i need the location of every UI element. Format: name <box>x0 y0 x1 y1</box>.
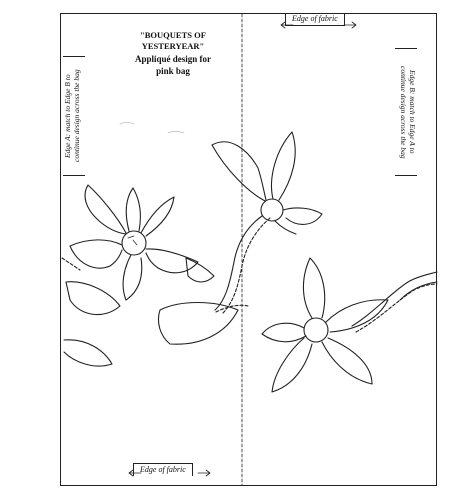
left-flower <box>70 185 198 300</box>
arrow-left-icon <box>281 22 293 28</box>
arrow-right-icon <box>344 22 356 28</box>
leaf <box>64 340 112 366</box>
leaf <box>66 282 120 315</box>
subtitle-line-1: Appliqué design for <box>134 54 212 64</box>
edge-a-note-line-1: Edge A: match to Edge B to <box>63 74 72 158</box>
flower-stem <box>215 216 262 310</box>
edge-b-note-line-1: Edge B: match to Edge A to <box>408 70 417 154</box>
right-stem <box>352 272 437 326</box>
edge-b-note-line-2: continue design across the bag <box>399 65 408 159</box>
leaf <box>186 258 214 282</box>
title-line-1: "BOUQUETS OF <box>140 30 206 40</box>
subtitle-line-2: pink bag <box>156 66 190 76</box>
edge-of-fabric-top-label: Edge of fabric <box>285 13 345 26</box>
upper-flower <box>212 132 322 234</box>
pencil-mark <box>120 123 134 125</box>
left-edge-stem <box>62 258 80 270</box>
title-line-2: YESTERYEAR" <box>141 41 205 51</box>
arrow-left-icon <box>129 470 141 476</box>
stem-dashed <box>216 305 248 312</box>
edge-of-fabric-bottom-label: Edge of fabric <box>133 463 193 476</box>
edge-a-note-line-2: continue design across the bag <box>72 69 81 163</box>
lower-flower <box>262 258 388 392</box>
pencil-mark <box>168 132 184 134</box>
arrow-right-icon <box>198 470 210 476</box>
